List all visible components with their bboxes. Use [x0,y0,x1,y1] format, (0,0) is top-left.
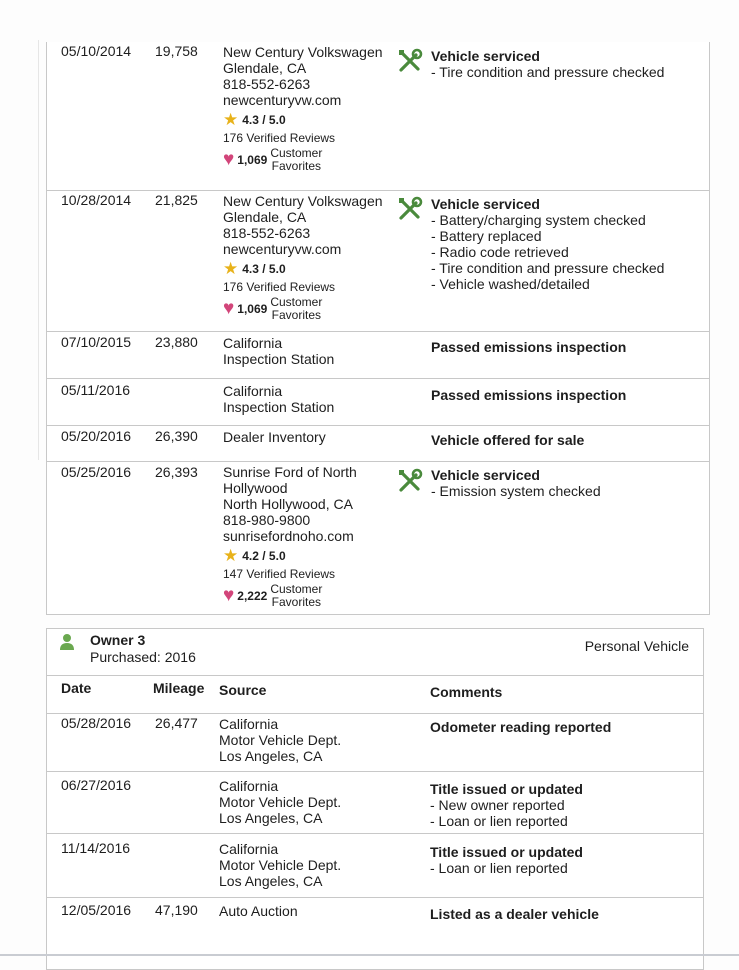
comment-item: - Loan or lien reported [430,813,568,829]
source-website[interactable]: newcenturyvw.com [223,241,342,257]
table-row [47,331,709,379]
table-row [47,425,709,462]
comment-item: - Tire condition and pressure checked [431,64,665,80]
table-row [47,771,703,834]
source-website[interactable]: sunrisefordnoho.com [223,528,354,544]
favorites-label: Favorites [271,308,321,322]
favorites-count: 2,222 [237,589,268,603]
dealer-rating [223,112,395,128]
owner-name: Owner 3 [90,632,146,648]
table-header [47,675,703,714]
heart-icon: ♥ [223,585,235,606]
comment-title: Odometer reading reported [430,719,612,735]
record-comment [430,844,700,876]
comment-item: - Radio code retrieved [431,244,569,260]
record-date: 12/05/2016 [61,902,132,918]
record-source [223,429,395,445]
record-source [219,716,391,764]
source-phone[interactable]: 818-552-6263 [223,76,311,92]
owner-header [47,629,703,676]
record-date: 11/14/2016 [61,840,131,856]
source-city: Glendale, CA [223,60,307,76]
star-icon: ★ [223,110,239,129]
record-mileage: 26,477 [155,715,198,731]
comment-item: - Vehicle washed/detailed [431,276,590,292]
comment-title: Vehicle serviced [431,467,540,483]
comment-title: Passed emissions inspection [431,387,627,403]
wrench-screwdriver-icon [397,196,423,222]
dealer-rating [223,261,395,277]
column-header-mileage: Mileage [153,680,205,696]
favorites-label: Favorites [271,159,321,173]
comment-title: Listed as a dealer vehicle [430,906,599,922]
source-city: Los Angeles, CA [219,748,323,764]
comment-item: - New owner reported [430,797,565,813]
heart-icon: ♥ [223,298,235,319]
verified-reviews-link[interactable]: 176 Verified Reviews [223,131,336,145]
record-mileage: 19,758 [155,43,198,59]
record-comment [430,781,700,829]
record-comment [431,467,701,499]
source-city: Los Angeles, CA [219,873,323,889]
heart-icon: ♥ [223,149,235,170]
owner-purchased: Purchased: 2016 [90,649,196,665]
source-name: Dealer Inventory [223,429,326,445]
star-icon: ★ [223,546,239,565]
source-city: Los Angeles, CA [219,810,323,826]
verified-reviews-link[interactable]: 147 Verified Reviews [223,567,336,581]
record-mileage: 47,190 [155,902,198,918]
source-name: Auto Auction [219,903,298,919]
record-date: 05/20/2016 [61,428,132,444]
comment-item: - Emission system checked [431,483,601,499]
owner-3-history-panel [46,628,704,970]
favorites-label: Customer [270,295,323,309]
customer-favorites [223,296,395,322]
customer-favorites [223,147,395,173]
dealer-rating [223,548,395,564]
source-name: Motor Vehicle Dept. [219,794,342,810]
record-comment [431,387,701,403]
favorites-count: 1,069 [237,302,268,316]
record-date: 07/10/2015 [61,334,132,350]
verified-reviews-link[interactable]: 176 Verified Reviews [223,280,336,294]
comment-title: Vehicle serviced [431,48,540,64]
table-row [47,190,709,332]
table-row [47,897,703,937]
record-comment [431,196,701,292]
table-row [47,42,709,191]
record-source [223,44,395,173]
source-name: Inspection Station [223,351,335,367]
source-name: Inspection Station [223,399,335,415]
record-date: 10/28/2014 [61,192,132,208]
record-source [219,903,391,919]
record-date: 05/10/2014 [61,43,132,59]
table-row [47,833,703,898]
customer-favorites [223,583,395,609]
source-website[interactable]: newcenturyvw.com [223,92,342,108]
record-mileage: 21,825 [155,192,198,208]
source-name: California [223,383,283,399]
comment-item: - Battery replaced [431,228,542,244]
comment-title: Vehicle offered for sale [431,432,585,448]
source-name: California [219,716,279,732]
comment-title: Title issued or updated [430,781,583,797]
wrench-screwdriver-icon [397,468,423,494]
record-date: 05/28/2016 [61,715,132,731]
rating-value: 4.3 / 5.0 [242,113,286,127]
record-date: 05/11/2016 [61,382,131,398]
record-mileage: 26,393 [155,464,198,480]
record-mileage: 23,880 [155,334,198,350]
record-comment [431,48,701,80]
source-name: New Century Volkswagen [223,193,383,209]
record-comment [431,432,701,448]
favorites-label: Customer [270,582,323,596]
rating-value: 4.3 / 5.0 [242,262,286,276]
comment-title: Title issued or updated [430,844,583,860]
source-name: California [223,335,283,351]
record-mileage: 26,390 [155,428,198,444]
comment-item: - Battery/charging system checked [431,212,646,228]
comment-title: Vehicle serviced [431,196,540,212]
source-city: North Hollywood, CA [223,496,353,512]
source-name: Motor Vehicle Dept. [219,732,342,748]
favorites-label: Favorites [271,595,321,609]
table-row [47,713,703,772]
favorites-label: Customer [270,146,323,160]
favorites-count: 1,069 [237,153,268,167]
person-icon [59,633,75,651]
source-city: Glendale, CA [223,209,307,225]
record-date: 05/25/2016 [61,464,132,480]
record-comment [430,719,700,735]
wrench-screwdriver-icon [397,48,423,74]
source-phone[interactable]: 818-552-6263 [223,225,311,241]
column-header-comments: Comments [430,684,503,700]
owner-vehicle-type: Personal Vehicle [584,638,689,654]
source-name: Hollywood [223,480,288,496]
star-icon: ★ [223,259,239,278]
history-table-previous-owner [46,42,710,615]
record-source [219,778,391,826]
record-date: 06/27/2016 [61,777,132,793]
table-row [47,378,709,426]
comment-item: - Tire condition and pressure checked [431,260,665,276]
source-name: Motor Vehicle Dept. [219,857,342,873]
comment-item: - Loan or lien reported [430,860,568,876]
source-name: New Century Volkswagen [223,44,383,60]
comment-title: Passed emissions inspection [431,339,627,355]
page-edge [38,40,39,460]
scan-edge-line [0,954,739,956]
record-source [223,464,395,609]
record-source [223,193,395,322]
source-name: California [219,778,279,794]
record-source [219,841,391,889]
record-comment [431,339,701,355]
record-source [223,335,395,367]
table-row [47,461,709,613]
source-name: California [219,841,279,857]
column-header-date: Date [61,680,92,696]
record-source [223,383,395,415]
record-comment [430,906,700,922]
source-name: Sunrise Ford of North [223,464,357,480]
source-phone[interactable]: 818-980-9800 [223,512,311,528]
rating-value: 4.2 / 5.0 [242,549,286,563]
column-header-source: Source [219,682,267,698]
